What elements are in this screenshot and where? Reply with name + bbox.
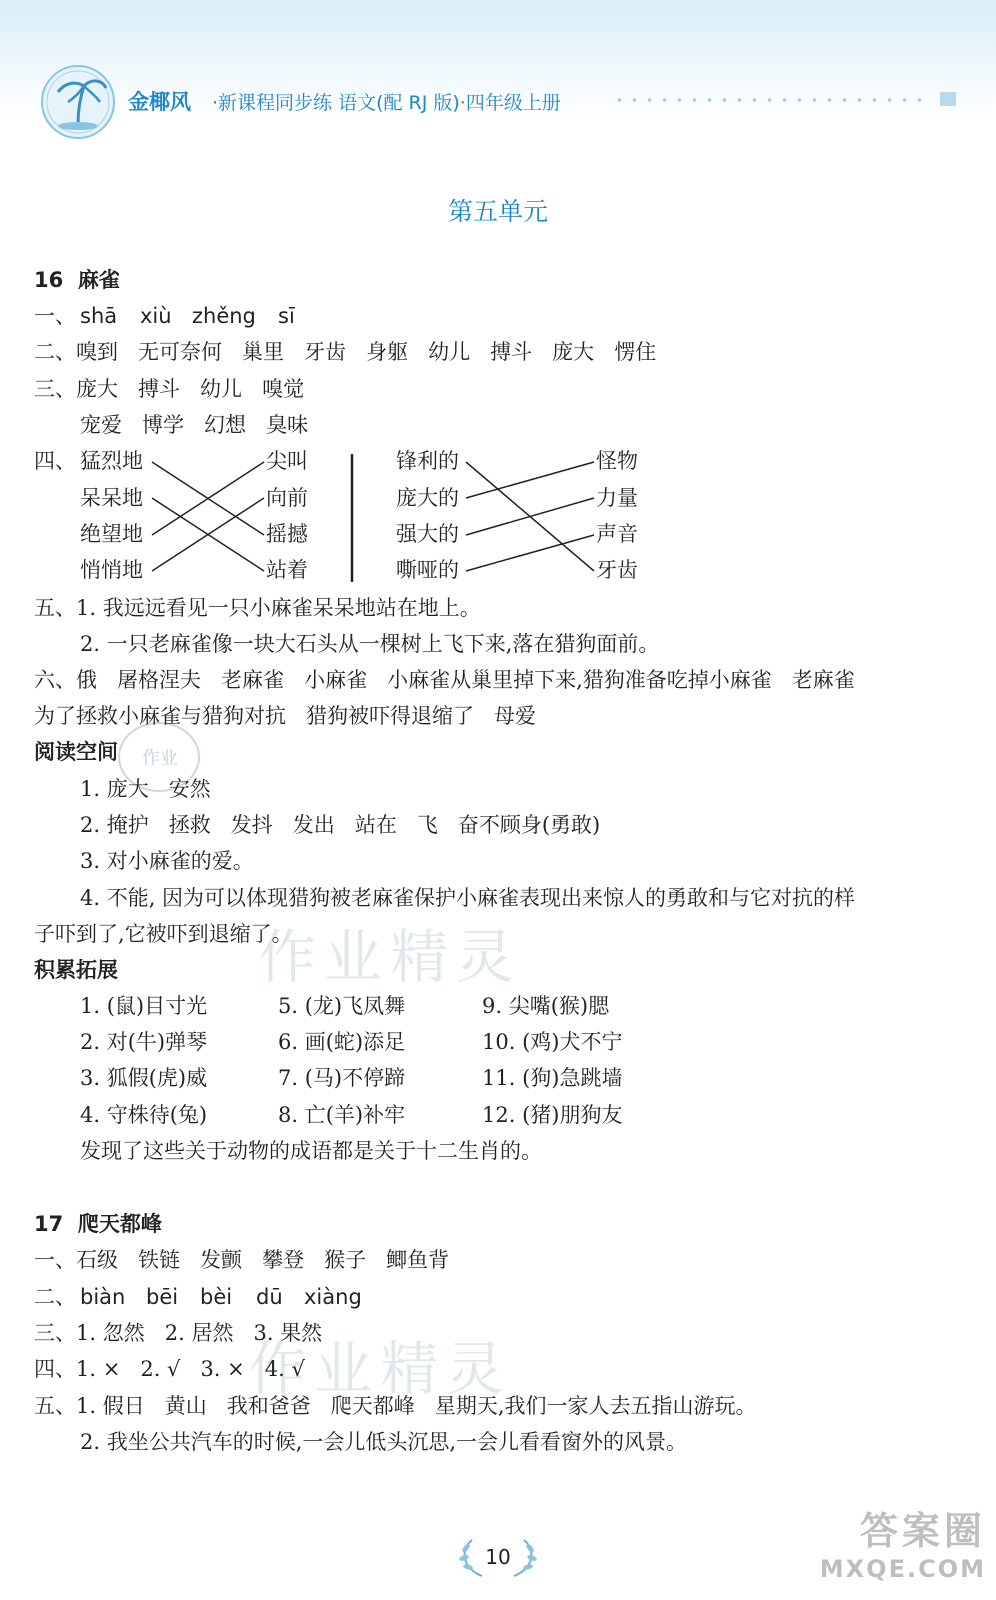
- reading-answer-4-line2: 子吓到了,它被吓到退缩了。: [34, 922, 293, 946]
- page-number: 10: [485, 1545, 511, 1569]
- pinyin-item: xiàng: [304, 1285, 362, 1309]
- idiom-item: 10. (鸡)犬不宁: [482, 1030, 623, 1054]
- match-left-word: 嘶哑的: [396, 558, 459, 582]
- site-watermark-logo: 答案圈: [859, 1509, 986, 1553]
- idiom-item: 11. (狗)急跳墙: [482, 1066, 623, 1090]
- match-left-word: 呆呆地: [80, 486, 143, 510]
- pinyin-item: zhěng: [192, 304, 256, 328]
- watermark-text: 作业精灵: [248, 1335, 513, 1403]
- idiom-item: 2. 对(牛)弹琴: [80, 1030, 208, 1054]
- pinyin-item: biàn: [80, 1285, 126, 1309]
- stamp-label: 作业: [142, 748, 178, 769]
- reading-answer-2: 2. 掩护 拯救 发抖 发出 站在 飞 奋不顾身(勇敢): [80, 813, 601, 837]
- l16-q5-line2: 2. 一只老麻雀像一块大石头从一棵树上飞下来,落在猎狗面前。: [80, 632, 660, 656]
- match-right-word: 摇撼: [266, 522, 308, 546]
- book-subtitle: ·新课程同步练 语文(配 RJ 版)·四年级上册: [212, 92, 561, 114]
- l17-q3: 三、1. 忽然 2. 居然 3. 果然: [34, 1321, 323, 1345]
- l16-q2: 二、嗅到 无可奈何 巢里 牙齿 身躯 幼儿 搏斗 庞大 愣住: [34, 340, 657, 364]
- match-right-word: 站着: [266, 558, 308, 582]
- match-line: [466, 462, 594, 498]
- match-right-word: 牙齿: [596, 558, 638, 582]
- l16-q6-line1: 六、俄 屠格涅夫 老麻雀 小麻雀 小麻雀从巢里掉下来,猎狗准备吃掉小麻雀 老麻雀: [34, 668, 855, 692]
- l17-q1: 一、石级 铁链 发颤 攀登 猴子 鲫鱼背: [34, 1248, 450, 1272]
- l16-q5-line1: 五、1. 我远远看见一只小麻雀呆呆地站在地上。: [34, 596, 481, 620]
- l16-q1-prefix: 一、: [34, 304, 76, 328]
- idiom-item: 5. (龙)飞凤舞: [278, 994, 406, 1018]
- idiom-item: 4. 守株待(兔): [80, 1103, 208, 1127]
- lesson-17-title: 17 爬天都峰: [34, 1212, 162, 1236]
- accumulation-section-title: 积累拓展: [34, 958, 118, 982]
- match-line: [466, 498, 594, 535]
- match-left-word: 悄悄地: [80, 558, 143, 582]
- idiom-item: 6. 画(蛇)添足: [278, 1030, 406, 1054]
- l17-q5-line2: 2. 我坐公共汽车的时候,一会儿低头沉思,一会儿看看窗外的风景。: [80, 1430, 688, 1454]
- match-right-word: 声音: [596, 522, 638, 546]
- match-right-word: 尖叫: [266, 449, 308, 473]
- match-left-word: 猛烈地: [80, 449, 143, 473]
- pinyin-item: bēi: [146, 1285, 179, 1309]
- idiom-item: 3. 狐假(虎)威: [80, 1066, 208, 1090]
- unit-title: 第五单元: [447, 197, 548, 226]
- l16-q6-line2: 为了拯救小麻雀与猎狗对抗 猎狗被吓得退缩了 母爱: [34, 704, 537, 728]
- pinyin-item: shā: [80, 304, 118, 328]
- site-watermark-url: MXQE.COM: [819, 1555, 986, 1583]
- brand-name: 金椰风: [128, 90, 191, 114]
- match-left-word: 绝望地: [80, 522, 143, 546]
- reading-section-title: 阅读空间: [34, 740, 118, 764]
- match-line: [466, 535, 594, 571]
- watermark-text: 作业精灵: [258, 923, 523, 991]
- idiom-item: 1. (鼠)目寸光: [80, 994, 208, 1018]
- pinyin-item: dū: [256, 1285, 283, 1309]
- reading-answer-4-line1: 4. 不能, 因为可以体现猎狗被老麻雀保护小麻雀表现出来惊人的勇敢和与它对抗的样: [80, 886, 856, 910]
- matching-lines: [0, 0, 996, 600]
- pinyin-item: sī: [278, 304, 295, 328]
- l16-q3-line1: 三、庞大 搏斗 幼儿 嗅觉: [34, 377, 305, 401]
- idiom-item: 7. (马)不停蹄: [278, 1066, 406, 1090]
- site-watermark: [790, 1500, 986, 1583]
- pinyin-item: xiù: [140, 304, 172, 328]
- match-right-word: 怪物: [596, 449, 638, 473]
- idiom-finding: 发现了这些关于动物的成语都是关于十二生肖的。: [80, 1139, 542, 1163]
- l17-q4: 四、1. × 2. √ 3. × 4. √: [34, 1357, 305, 1381]
- idiom-item: 8. 亡(羊)补牢: [278, 1103, 406, 1127]
- l16-q3-line2: 宠爱 博学 幻想 臭味: [80, 413, 309, 437]
- reading-answer-1: 1. 庞大 安然: [80, 777, 211, 801]
- lesson-16-title: 16 麻雀: [34, 268, 120, 292]
- match-left-word: 庞大的: [396, 486, 459, 510]
- pinyin-item: bèi: [200, 1285, 233, 1309]
- match-right-word: 力量: [596, 486, 638, 510]
- match-left-word: 锋利的: [396, 449, 459, 473]
- match-right-word: 向前: [266, 486, 308, 510]
- idiom-item: 9. 尖嘴(猴)腮: [482, 994, 610, 1018]
- match-left-word: 强大的: [396, 522, 459, 546]
- idiom-item: 12. (猪)朋狗友: [482, 1103, 623, 1127]
- l17-q5-line1: 五、1. 假日 黄山 我和爸爸 爬天都峰 星期天,我们一家人去五指山游玩。: [34, 1394, 757, 1418]
- l17-q2-prefix: 二、: [34, 1285, 76, 1309]
- reading-answer-3: 3. 对小麻雀的爱。: [80, 849, 254, 873]
- l16-q4-prefix: 四、: [34, 449, 76, 473]
